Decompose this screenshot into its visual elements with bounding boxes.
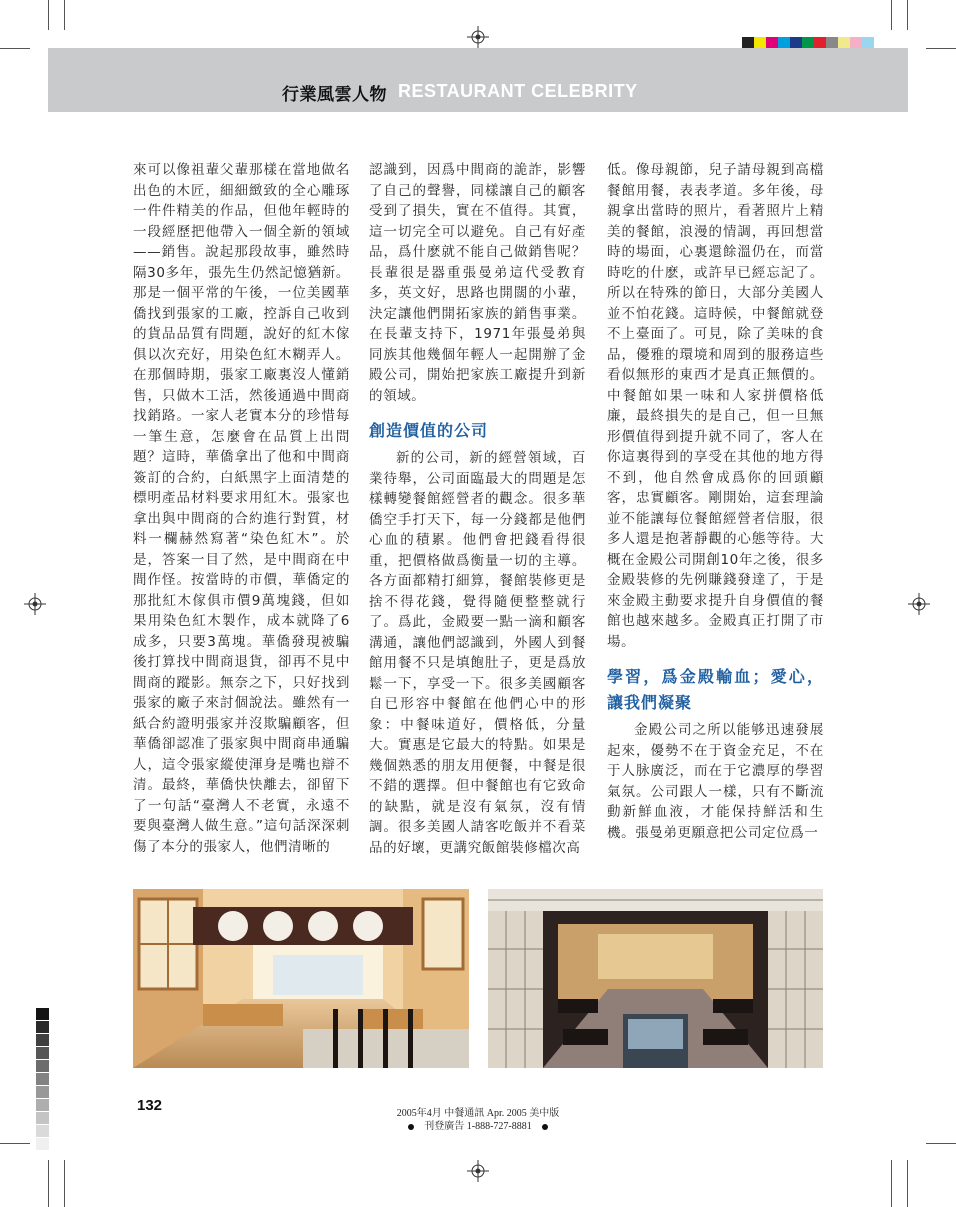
gray-step [36, 1073, 49, 1085]
gray-step [36, 1138, 49, 1150]
registration-mark-left [24, 593, 46, 615]
crop-mark [926, 1143, 956, 1144]
gray-step [36, 1008, 49, 1020]
advertising-text: 刊登廣告 1-888-727-8881 [424, 1121, 532, 1132]
registration-mark-top [467, 26, 489, 48]
bullet-icon [542, 1124, 548, 1130]
banquet-hall-photo [488, 889, 823, 1068]
section-title-english: RESTAURANT CELEBRITY [398, 81, 638, 101]
restaurant-interior-photo [133, 889, 469, 1068]
crop-mark [48, 0, 49, 30]
section-title: 行業風雲人物 [282, 85, 387, 105]
paragraph: 新的公司，新的經營領域，百業待舉，公司面臨最大的問題是怎樣轉變餐館經營者的觀念。很多華僑空手打天下，每一分錢都是他們心血的積累。他們會把錢看得很重，把價格做爲衡量一切的主導。各方面都精打細算，餐館裝修更是捨不得花錢，覺得隨便整整就行了。爲此，金殿要一點一滴和顧客溝通，讓他們認識到，外國人到餐館用餐不只是填飽肚子，更是爲放鬆一下，享受一下。很多美國顧客自已形容中餐館在他們心中的形象：中餐味道好，價格低，分量大。實惠是它最大的特點。如果是幾個熟悉的朋友用便餐，中餐是很不錯的選擇。但中餐館也有它致命的缺點，就是沒有氣氛，沒有情調。很多美國人請客吃飯并不看菜品的好壞，更講究飯館裝修檔次高 [369, 450, 586, 856]
registration-mark-bottom [467, 1160, 489, 1182]
paragraph: 低。像母親節，兒子請母親到高檔餐館用餐，表表孝道。多年後，母親拿出當時的照片，看著照片上精美的餐館，浪漫的情調，再回想當時的場面，心裏還餘溫仍在，而當時吃的什麽，或許早已經忘記了。所以在特殊的節日，大部分美國人並不怕花錢。這時候，中餐館就登不上臺面了。可見，除了美味的食品，優雅的環境和周到的服務這些看似無形的東西才是真正無價的。中餐館如果一味和人家拼價格低廉，最終損失的是自己，但一旦無形價值得到提升就不同了，客人在你這裏得到的享受在其他的地方得不到，他自然會成爲你的回頭顧客，忠實顧客。剛開始，這套理論並不能讓每位餐館經營者信服，很多人還是抱著靜觀的心態等待。大概在金殿公司開創10年之後，很多金殿裝修的先例賺錢發達了，于是來金殿主動要求提升自身價值的餐館也越來越多。金殿真正打開了市場。 [607, 162, 824, 650]
gray-step [36, 1086, 49, 1098]
gray-step [36, 1047, 49, 1059]
gray-step [36, 1021, 49, 1033]
bullet-icon [408, 1124, 414, 1130]
crop-mark [907, 0, 908, 30]
crop-mark [891, 1160, 892, 1207]
crop-mark [0, 48, 30, 49]
header-band [48, 48, 908, 112]
article-column-2 [369, 160, 586, 858]
page-number: 132 [137, 1097, 163, 1114]
crop-mark [64, 1160, 65, 1207]
crop-mark [926, 48, 956, 49]
advertising-contact [0, 1117, 956, 1132]
crop-mark [891, 0, 892, 30]
article-column-3 [607, 160, 824, 843]
crop-mark [64, 0, 65, 30]
crop-mark [0, 1143, 30, 1144]
publication-info: 2005年4月 中餐通訊 Apr. 2005 美中版 [396, 1108, 560, 1119]
paragraph: 來可以像祖輩父輩那樣在當地做名出色的木匠，細細緻致的全心雕琢一件件精美的作品，但他年輕時的一段經歷把他帶入一個全新的領域——銷售。說起那段故事，雖然時隔30多年，張先生仍然記憶猶新。那是一個平常的午後，一位美國華僑找到張家的工廠，控訴自己收到的貨品品質有問題，說好的紅木傢俱以次充好，用染色紅木糊弄人。在那個時期，張家工廠裏沒人懂銷售，只做木工活，然後通過中間商找銷路。一家人老實本分的珍惜每一筆生意，怎麼會在品質上出問題？這時，華僑拿出了他和中間商簽訂的合約，白紙黑字上面清楚的標明產品材料要求用紅木。張家也拿出與中間商的合約進行對質，材料一欄赫然寫著“染色紅木”。於是，答案一目了然，是中間商在中間作怪。按當時的市價，華僑定的那批紅木傢俱市價9萬塊錢，但如果用染色紅木製作，成本就降了6成多，只要3萬塊。華僑發現被騙後打算找中間商退貨，卻再不見中間商的蹤影。無奈之下，只好找到張家的廠子來討個說法。雖然有一紙合約證明張家并沒欺騙顧客，但華僑卻認准了張家與中間商串通騙人，這令張家縱使渾身是嘴也辯不清。最終，華僑快快離去，卻留下了一句話“臺灣人不老實，永遠不要與臺灣人做生意。”這句話深深刺傷了本分的張家人，他們清晰的 [133, 162, 350, 855]
crop-mark [907, 1160, 908, 1207]
gray-step [36, 1060, 49, 1072]
subheading: 創造價值的公司 [369, 421, 489, 440]
article-column-1 [133, 160, 350, 857]
registration-mark-right [908, 593, 930, 615]
crop-mark [48, 1160, 49, 1207]
subheading: 學習，爲金殿輸血；愛心，讓我們凝聚 [607, 667, 824, 712]
paragraph: 金殿公司之所以能够迅速發展起來，優勢不在于資金充足，不在于人脉廣泛，而在于它濃厚的學習氣氛。公司跟人一樣，只有不斷流動新鮮血液，才能保持鮮活和生機。張曼弟更願意把公司定位爲一 [607, 722, 824, 841]
gray-step [36, 1034, 49, 1046]
paragraph: 認識到，因爲中間商的詭詐，影響了自己的聲譽，同樣讓自己的顧客受到了損失，實在不值得。其實，這一切完全可以避免。自己有好產品，爲什麽就不能自己做銷售呢？長輩很是器重張曼弟這代受教育多，英文好，思路也開闊的小輩，決定讓他們開拓家族的銷售事業。在長輩支持下，1971年張曼弟與同族其他幾個年輕人一起開辦了金殿公司，開始把家族工廠提升到新的領域。 [369, 162, 586, 404]
